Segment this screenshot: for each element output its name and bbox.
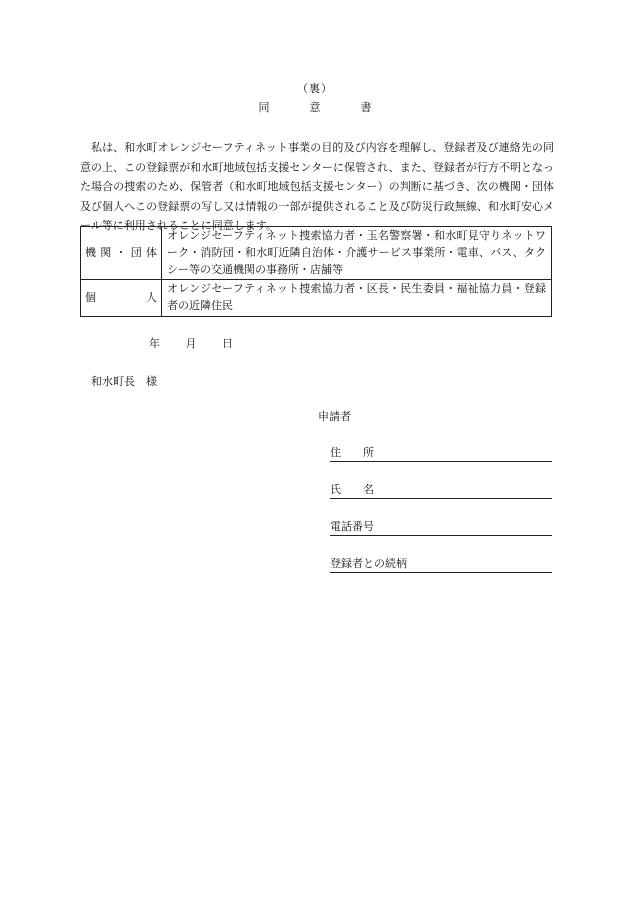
phone-field[interactable] <box>330 518 552 536</box>
date-month: 月 <box>185 337 197 350</box>
relation-label: 登録者との続柄 <box>330 557 407 570</box>
reverse-side-label: （裏） <box>297 82 333 95</box>
date-year: 年 <box>149 337 160 350</box>
category-label: 個 人 <box>85 290 157 304</box>
relation-field[interactable] <box>330 555 552 573</box>
table-row <box>81 280 552 317</box>
individual-recipients: オレンジセーフティネット捜索協力者・区長・民生委員・福祉協力員・登録者の近隣住民 <box>162 280 552 317</box>
address-field[interactable] <box>330 444 552 462</box>
date-line <box>149 335 233 351</box>
category-individual <box>81 280 162 317</box>
phone-label: 電話番号 <box>330 520 374 533</box>
name-label: 氏 名 <box>330 483 374 496</box>
category-label: 機 関 ・ 団 体 <box>85 245 157 259</box>
document-title: 同意書 <box>258 101 412 114</box>
organization-recipients: オレンジセーフティネット捜索協力者・玉名警察署・和水町見守りネットワーク・消防団・和水町近隣自治体・介護サービス事業所・電車、バス、タクシー等の交通機関の事務所・店舗等 <box>162 227 552 280</box>
recipients-table <box>80 226 552 317</box>
category-organization <box>81 227 162 280</box>
consent-statement: 私は、和水町オレンジセーフティネット事業の目的及び内容を理解し、登録者及び連絡先の同意の上、この登録票が和水町地域包括支援センターに保管され、また、登録者が行方不明となった場合の捜索のため、保管者（和水町地域包括支援センター）の判断に基づき、次の機関・団体及び個人へこの登録票の写し又は情報の一部が提供されること及び防災行政無線、和水町安心メール等に利用されることに同意します。 <box>80 141 554 233</box>
addressee: 和水町長 様 <box>91 375 157 388</box>
name-field[interactable] <box>330 481 552 499</box>
date-day: 日 <box>222 337 233 350</box>
applicant-label: 申請者 <box>318 410 351 423</box>
table-row <box>81 227 552 280</box>
address-label: 住 所 <box>330 446 374 459</box>
